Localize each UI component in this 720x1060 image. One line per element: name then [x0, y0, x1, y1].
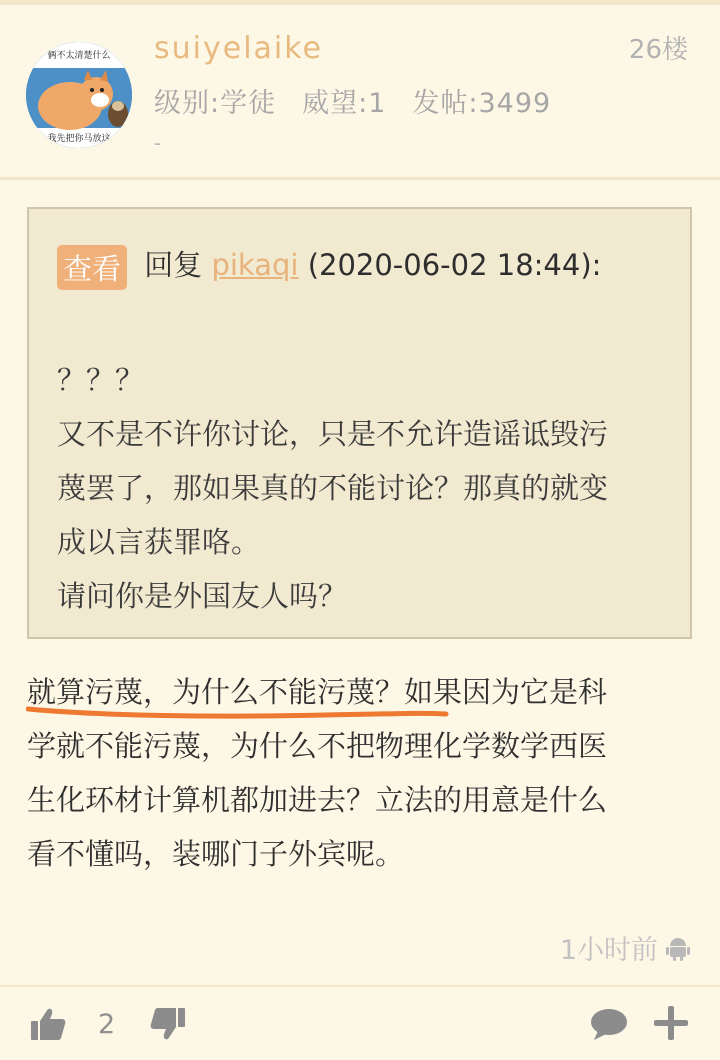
thumbs-down-icon[interactable] [150, 1007, 186, 1041]
post-line: 学就不能污蔑，为什么不把物理化学数学西医 [27, 729, 608, 763]
user-level: 级别:学徒 [154, 88, 277, 119]
reply-time: (2020-06-02 18:44): [307, 248, 602, 282]
post-line: 生化环材计算机都加进去？立法的用意是什么 [27, 783, 608, 817]
reply-to-user-link[interactable]: pikaqi [211, 248, 299, 282]
post-time: 1小时前 [559, 935, 658, 966]
quote-line: ？？？ [57, 363, 145, 397]
quote-block [27, 207, 692, 639]
post-line: 看不懂吗，装哪门子外宾呢。 [27, 837, 405, 871]
floor-number: 26楼 [628, 35, 688, 65]
avatar[interactable] [26, 42, 132, 148]
header-divider [0, 177, 720, 180]
user-post-count: 发帖:3499 [412, 88, 552, 119]
quote-text [57, 353, 667, 623]
add-icon[interactable] [653, 1005, 689, 1041]
action-bar [0, 987, 720, 1060]
thumbs-up-icon[interactable] [30, 1007, 66, 1041]
quote-line: 请问你是外国友人吗？ [57, 579, 348, 613]
quote-line: 成以言获罪咯。 [57, 525, 261, 559]
quote-line: 又不是不许你讨论，只是不允许造谣诋毁污 [57, 417, 609, 451]
reply-label: 回复 [144, 248, 203, 282]
comment-icon[interactable] [590, 1007, 628, 1041]
post-header [0, 5, 720, 177]
user-signature: - [154, 131, 162, 155]
post-text [27, 665, 697, 881]
like-count: 2 [98, 1009, 116, 1040]
post-timestamp [560, 928, 690, 967]
android-icon [666, 935, 690, 961]
handdrawn-underline [26, 703, 451, 723]
quote-line: 蔑罢了，那如果真的不能讨论？那真的就变 [57, 471, 609, 505]
user-prestige: 威望:1 [302, 88, 387, 119]
view-quote-button[interactable]: 查看 [57, 245, 127, 290]
user-meta [154, 81, 577, 120]
quote-header [57, 243, 601, 290]
avatar-bottom-text: 我先把你马放这 [47, 134, 111, 144]
username[interactable]: suiyelaike [154, 31, 324, 66]
post-line: 就算污蔑，为什么不能污蔑？如果因为它是科 [27, 675, 608, 709]
avatar-top-text: 俩不太清楚什么 [47, 51, 111, 61]
